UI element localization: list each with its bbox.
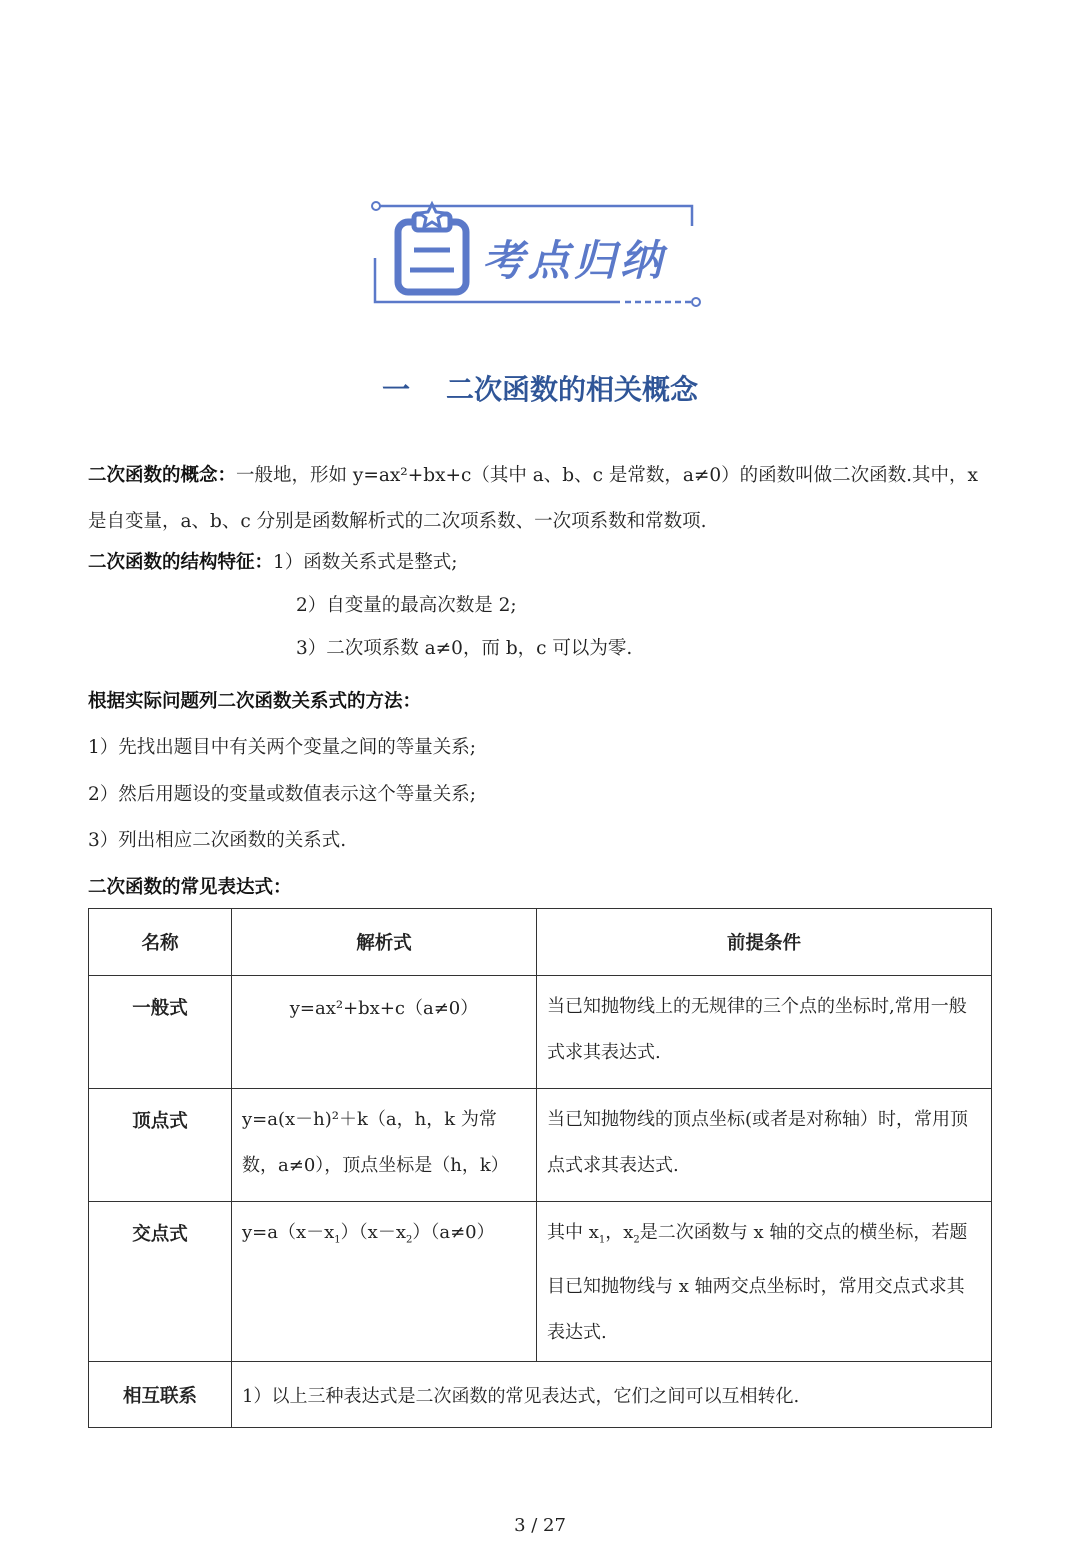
header-name: 名称: [89, 909, 232, 976]
condition-sub-2: 2: [633, 1234, 640, 1246]
row-formula: y=ax²+bx+c（a≠0）: [232, 976, 537, 1089]
condition-sub-1: 1: [598, 1234, 606, 1246]
formula-sub-1: 1: [334, 1234, 341, 1246]
method-step-3: 3）列出相应二次函数的关系式.: [88, 830, 347, 851]
structure-item-2: 2）自变量的最高次数是 2;: [296, 595, 517, 616]
concept-paragraph: [88, 453, 998, 545]
row-name: 交点式: [89, 1202, 232, 1362]
table-row: [89, 976, 992, 1089]
method-step-2: 2）然后用题设的变量或数值表示这个等量关系;: [88, 784, 477, 805]
row-name: 相互联系: [89, 1362, 232, 1428]
structure-item-3: 3）二次项系数 a≠0，而 b，c 可以为零.: [296, 638, 633, 659]
method-label: 根据实际问题列二次函数关系式的方法：: [88, 691, 422, 712]
table-row: [89, 1362, 992, 1428]
table-row: [89, 1202, 992, 1362]
table-title: 二次函数的常见表达式：: [88, 877, 292, 898]
page-number: 3 / 27: [514, 1515, 566, 1536]
formula-part-a: y=a（x－x: [242, 1222, 335, 1243]
header-formula: 解析式: [232, 909, 537, 976]
row-condition: [537, 1202, 992, 1362]
condition-part-a: 其中 x: [547, 1222, 599, 1243]
header-condition: 前提条件: [537, 909, 992, 976]
section-number: 一: [381, 373, 410, 406]
concept-text: 一般地，形如 y=ax²+bx+c（其中 a、b、c 是常数，a≠0）的函数叫做二次函数.其中，x 是自变量，a、b、c 分别是函数解析式的二次项系数、一次项系数和常数项.: [88, 465, 978, 532]
row-condition: 当已知抛物线的顶点坐标(或者是对称轴）时，常用顶点式求其表达式.: [537, 1089, 992, 1202]
formula-sub-2: 2: [405, 1234, 413, 1246]
row-name: 顶点式: [89, 1089, 232, 1202]
formula-part-b: ）（x－x: [340, 1222, 406, 1243]
structure-label: 二次函数的结构特征：: [88, 552, 274, 573]
expressions-table: [88, 908, 992, 1428]
row-formula: [232, 1202, 537, 1362]
row-relation: 1）以上三种表达式是二次函数的常见表达式，它们之间可以互相转化.: [232, 1362, 992, 1428]
condition-part-b: ，x: [605, 1222, 634, 1243]
table-row: [89, 1089, 992, 1202]
section-heading: [0, 368, 1080, 408]
concept-label: 二次函数的概念：: [88, 465, 237, 486]
structure-item-1: 1）函数关系式是整式;: [273, 552, 458, 573]
section-banner: [370, 198, 705, 313]
row-name: 一般式: [89, 976, 232, 1089]
section-title: 二次函数的相关概念: [446, 373, 699, 406]
table-header-row: [89, 909, 992, 976]
formula-part-c: ）（a≠0）: [412, 1222, 495, 1243]
row-condition: 当已知抛物线上的无规律的三个点的坐标时,常用一般式求其表达式.: [537, 976, 992, 1089]
structure-line-1: [88, 548, 458, 574]
condition-part-c: 是二次函数与 x 轴的交点的横坐标，若题目已知抛物线与 x 轴两交点坐标时，常用交点式求其表达式.: [547, 1222, 968, 1343]
row-formula: y=a(x－h)²＋k（a，h，k 为常数，a≠0），顶点坐标是（h，k）: [232, 1089, 537, 1202]
banner-title: 考点归纳: [482, 236, 667, 285]
method-step-1: 1）先找出题目中有关两个变量之间的等量关系;: [88, 737, 477, 758]
